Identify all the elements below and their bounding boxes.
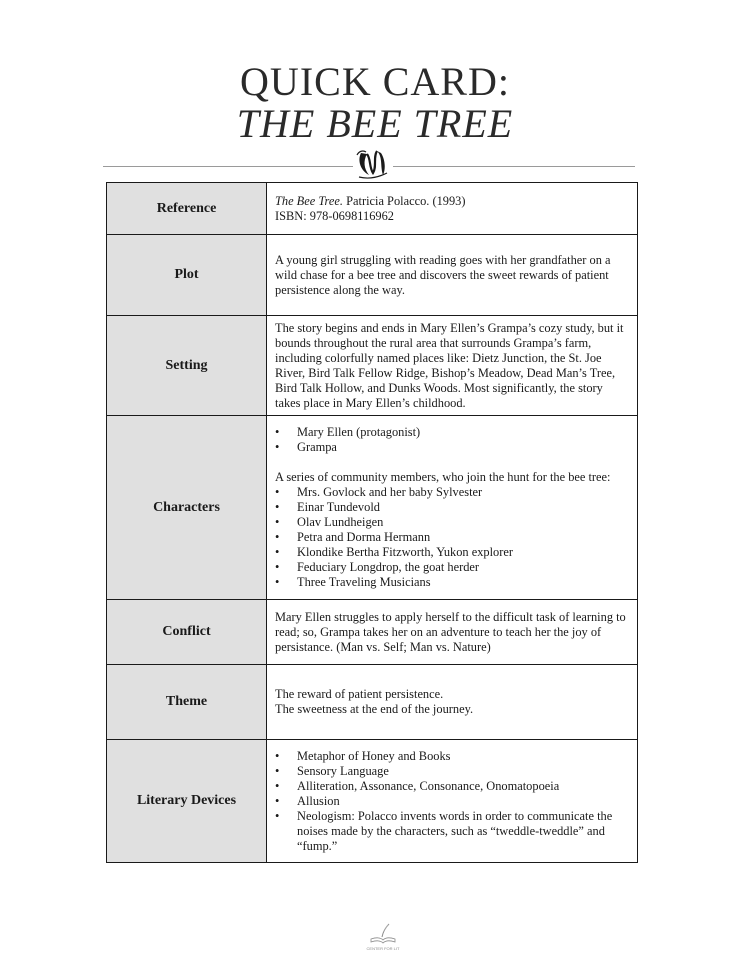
content-reference [267, 183, 637, 234]
literary-devices-list [275, 749, 627, 854]
main-characters-list [275, 425, 627, 455]
content-setting [267, 316, 637, 415]
book-title: The Bee Tree. [275, 193, 344, 208]
list-item: • Allusion [275, 794, 627, 809]
list-item: • Mrs. Govlock and her baby Sylvester [275, 485, 627, 500]
title-divider-right [393, 166, 635, 167]
flourish-ornament-icon [353, 145, 393, 181]
list-item: • Olav Lundheigen [275, 515, 627, 530]
logo-text: CENTER FOR LIT [366, 946, 400, 951]
list-item: • Alliteration, Assonance, Consonance, Onomatopoeia [275, 779, 627, 794]
conflict-text: Mary Ellen struggles to apply herself to the difficult task of learning to read; so, Grampa takes her on an adventure to teach her the joy of persistance. (Man vs. Self; Man vs. Nature) [275, 609, 626, 654]
list-item: • Neologism: Polacco invents words in order to communicate the noises made by the characters, such as “tweddle-tweddle” and “fump.” [275, 809, 627, 854]
list-item: • Three Traveling Musicians [275, 575, 627, 590]
quick-card-table [106, 182, 638, 863]
content-plot [267, 235, 637, 315]
characters-intro: A series of community members, who join the hunt for the bee tree: [275, 470, 611, 484]
row-characters [106, 415, 638, 600]
row-theme [106, 664, 638, 740]
label-conflict: Conflict [107, 600, 267, 664]
content-literary-devices [267, 740, 637, 862]
theme-line-2: The sweetness at the end of the journey. [275, 702, 474, 716]
page-title-line-2: THE BEE TREE [236, 101, 514, 146]
list-item: • Petra and Dorma Hermann [275, 530, 627, 545]
list-item: • Mary Ellen (protagonist) [275, 425, 627, 440]
setting-text: The story begins and ends in Mary Ellen’s Grampa’s cozy study, but it bounds throughout the rural area that surrounds Grampa’s farm, including colorfully named places like: Dietz Junction, the St. Joe River, Bird Talk Fellow Ridge, Bishop’s Meadow, Dead Man’s Tree, Bird Talk Hollow, and Dunks Woods. Most significantly, the story takes place in Mary Ellen’s childhood. [275, 320, 624, 410]
book-quill-icon [363, 922, 403, 946]
theme-line-1: The reward of patient persistence. [275, 687, 444, 701]
row-setting [106, 315, 638, 416]
row-literary-devices [106, 739, 638, 863]
label-theme: Theme [107, 665, 267, 739]
page-title-line-1: QUICK CARD: [240, 59, 510, 104]
content-conflict [267, 600, 637, 664]
content-characters [267, 416, 637, 599]
label-characters: Characters [107, 416, 267, 599]
list-item: • Feduciary Longdrop, the goat herder [275, 560, 627, 575]
list-item: • Sensory Language [275, 764, 627, 779]
list-item: • Klondike Bertha Fitzworth, Yukon explorer [275, 545, 627, 560]
label-plot: Plot [107, 235, 267, 315]
title-divider-left [103, 166, 353, 167]
label-reference: Reference [107, 183, 267, 234]
community-members-list [275, 485, 627, 590]
list-item: • Metaphor of Honey and Books [275, 749, 627, 764]
list-item: • Grampa [275, 440, 627, 455]
row-conflict [106, 599, 638, 665]
list-item: • Einar Tundevold [275, 500, 627, 515]
row-reference [106, 182, 638, 235]
label-literary-devices: Literary Devices [107, 740, 267, 862]
row-plot [106, 234, 638, 316]
center-for-lit-logo [363, 922, 403, 952]
label-setting: Setting [107, 316, 267, 415]
isbn: ISBN: 978-0698116962 [275, 208, 394, 223]
plot-text: A young girl struggling with reading goes with her grandfather on a wild chase for a bee tree and discovers the sweet rewards of patient persistence along the way. [275, 252, 611, 297]
author-year: Patricia Polacco. (1993) [343, 193, 466, 208]
content-theme [267, 665, 637, 739]
